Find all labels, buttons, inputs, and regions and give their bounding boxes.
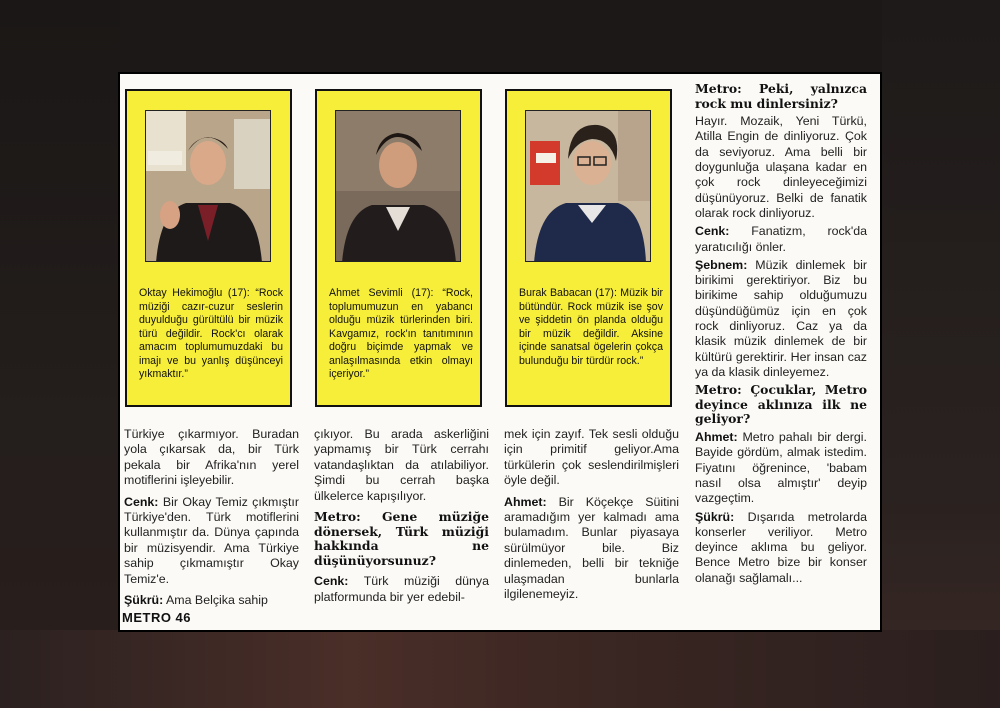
paragraph [504,495,679,603]
profile-caption-burak [519,287,663,368]
article-column-4 [695,82,867,589]
background-bottom [0,630,1000,708]
speaker-label: Cenk: [695,224,730,239]
paragraph: Hayır. Mozaik, Yeni Türkü, Atilla Engin de dinliyoruz. Çok da seviyoruz. Ama belli bir doygunluğa ulaşana kadar en çok rock dinleyeceğimizi düşünüyoruz. Belki de fanatik olarak rock dinliyoruz. [695,114,867,220]
profile-quote: “Rock, toplumumuzun en yabancı olduğu müzik türlerinden biri. Kavgamız, rock'ın tanıtımının doğru biçimde yapmak ve anlaşılmasında etkin olmayı içeriyor.” [329,287,473,380]
profile-caption-ahmet [329,287,473,382]
interview-question: Metro: Peki, yalnızca rock mu dinlersiniz? [695,81,867,111]
speaker-label: Cenk: [124,494,159,509]
profile-panel-burak [505,89,672,407]
speaker-label: Şükrü: [695,509,735,524]
portrait-photo-ahmet [335,110,461,262]
background-left [0,0,120,708]
article-column-3 [504,427,679,608]
profile-name: Ahmet Sevimli (17): [329,287,434,299]
speaker-label: Şükrü: [124,593,164,608]
paragraph: Türkiye çıkarmıyor. Buradan yola çıkarsak da, bir Türk pekala bir Afrika'nın yerel motiflerini işleyebilir. [124,427,299,488]
portrait-photo-oktay [145,110,271,262]
paragraph [124,495,299,587]
profile-name: Oktay Hekimoğlu (17): [139,287,250,299]
speaker-text: Müzik dinlemek bir birikimi gerektiriyor. Biz bu birikime sahip olduğumuzu düşündüğümüz için en çok rock dinliyoruz. Caz ya da klasik müzik dinlemek de bir kültürü gerektirir. Her insan caz ya da klasik dinleyemez. [695,257,867,379]
page-footer: METRO 46 [122,610,192,625]
speaker-text: Bir Köçekçe Süitini aramadığım yer kalmadı ama bulamadım. Bunlar piyasaya sürülmüyor bile. Biz dinlemeden, belli bir tekniğe ulaşmadan bunlarla ilgilenemeyiz. [504,494,679,602]
article-column-1 [124,427,299,614]
interview-question: Metro: Çocuklar, Metro deyince aklınıza ilk ne geliyor? [695,382,867,427]
speaker-text: Bir Okay Temiz çıkmıştır Türkiye'den. Türk motiflerini kullanmıştır da. Dünya çapında bir müzisyendir. Ama Türkiye sahip çıkmamıştır Okay Temiz'e. [124,494,299,586]
paragraph [695,258,867,380]
article-column-2 [314,427,489,611]
speaker-text: Metro pahalı bir dergi. Bayide gördüm, almak istedim. Fiyatını öğrenince, 'babam nasıl olsa almıştır' deyip vazgeçtim. [695,430,867,506]
paragraph [695,510,867,586]
speaker-label: Ahmet: [695,430,738,445]
paragraph [695,224,867,255]
profile-quote: Müzik bir bütündür. Rock müzik ise şov ve şiddetin ön planda olduğu bir müzik değildir. Aksine içinde sanatsal ögelerin çokça bulunduğu bir türdür rock.” [519,287,664,367]
profile-name: Burak Babacan (17): [519,287,617,299]
paragraph: mek için zayıf. Tek sesli olduğu için primitif geliyor.Ama türkülerin çok seslendirilmişleri öyle değil. [504,427,679,488]
paragraph [695,430,867,506]
speaker-label: Şebnem: [695,257,748,272]
paragraph [124,593,299,608]
interview-question: Metro: Gene müziğe dönersek, Türk müziği hakkında ne düşünüyorsunuz? [314,509,489,568]
profile-panel-oktay [125,89,292,407]
profile-caption-oktay [139,287,283,382]
profile-panel-ahmet [315,89,482,407]
background-right [882,0,1000,708]
profile-quote: “Rock müziği cazır-cuzur seslerin duyulduğu gürültülü bir müzik türü değildir. Rock'cı olarak amacım toplumumuzdaki bu imajı ve bu yanlış düşünceyi yıkmaktır.” [139,287,283,380]
portrait-photo-burak [525,110,651,262]
speaker-text: Fanatizm, rock'da yaratıcılığı önler. [695,224,867,254]
speaker-text: Ama Belçika sahip [163,593,268,608]
paragraph [314,574,489,605]
speaker-label: Ahmet: [504,494,547,509]
speaker-label: Cenk: [314,574,349,589]
speaker-text: Dışarıda metrolarda konserler veriliyor. Metro deyince aklıma bu geliyor. Bence Metro bize bir konser olanağı sağlamalı... [695,509,867,585]
paragraph: çıkıyor. Bu arada askerliğini yapmamış bir Türk cerrahı vatandaşlıktan da atılabiliyor. Şimdi bu cerrah başka ülkelerce kapışılıyor. [314,427,489,503]
magazine-page [118,72,882,632]
speaker-text: Türk müziği dünya platformunda bir yer edebil- [314,574,489,604]
